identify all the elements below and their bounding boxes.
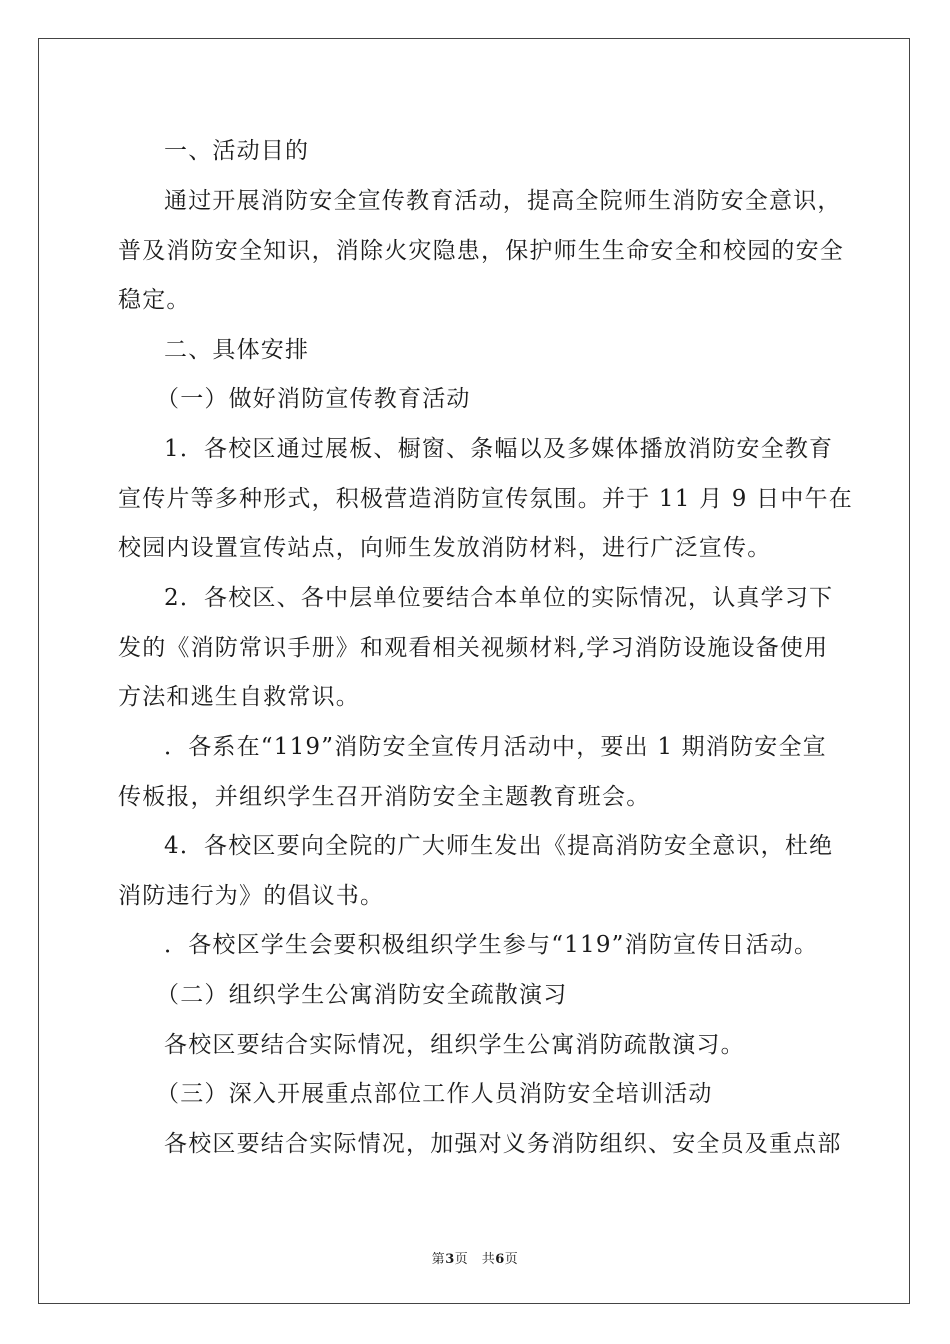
page-border — [38, 38, 910, 1304]
paragraph-line: 普及消防安全知识，消除火灾隐患，保护师生生命安全和校园的安全 — [118, 238, 844, 264]
subheading-three: （三）深入开展重点部位工作人员消防安全培训活动 — [156, 1081, 713, 1107]
subheading-two: （二）组织学生公寓消防安全疏散演习 — [156, 982, 568, 1008]
paragraph-line: 1．各校区通过展板、橱窗、条幅以及多媒体播放消防安全教育 — [164, 436, 834, 462]
heading-arrangement: 二、具体安排 — [164, 337, 310, 363]
total-page-number: 6 — [495, 1252, 505, 1267]
paragraph-line: 2．各校区、各中层单位要结合本单位的实际情况，认真学习下 — [164, 585, 834, 611]
footer-label: 页 — [504, 1252, 519, 1267]
paragraph-line: 宣传片等多种形式，积极营造消防宣传氛围。并于 11 月 9 日中午在 — [118, 486, 853, 512]
paragraph-line: 发的《消防常识手册》和观看相关视频材料,学习消防设施设备使用 — [118, 635, 829, 661]
paragraph-line: ．各系在“119”消防安全宣传月活动中，要出 1 期消防安全宣 — [164, 734, 827, 760]
paragraph-line: 校园内设置宣传站点，向师生发放消防材料，进行广泛宣传。 — [118, 535, 772, 561]
paragraph-line: 稳定。 — [118, 287, 191, 313]
current-page-number: 3 — [445, 1252, 455, 1267]
paragraph-line: 各校区要结合实际情况，组织学生公寓消防疏散演习。 — [164, 1032, 745, 1058]
paragraph-line: 传板报，并组织学生召开消防安全主题教育班会。 — [118, 784, 651, 810]
paragraph-line: 通过开展消防安全宣传教育活动，提高全院师生消防安全意识， — [164, 188, 842, 214]
paragraph-line: ．各校区学生会要积极组织学生参与“119”消防宣传日活动。 — [164, 932, 819, 958]
subheading-one: （一）做好消防宣传教育活动 — [156, 386, 471, 412]
page-footer — [0, 1248, 950, 1267]
paragraph-line: 消防违行为》的倡议书。 — [118, 883, 385, 909]
paragraph-line: 方法和逃生自救常识。 — [118, 684, 360, 710]
paragraph-line: 各校区要结合实际情况，加强对义务消防组织、安全员及重点部 — [164, 1131, 842, 1157]
paragraph-line: 4．各校区要向全院的广大师生发出《提高消防安全意识，杜绝 — [164, 833, 834, 859]
footer-label: 第 — [431, 1252, 446, 1267]
heading-purpose: 一、活动目的 — [164, 138, 310, 164]
footer-label: 页 共 — [454, 1252, 496, 1267]
